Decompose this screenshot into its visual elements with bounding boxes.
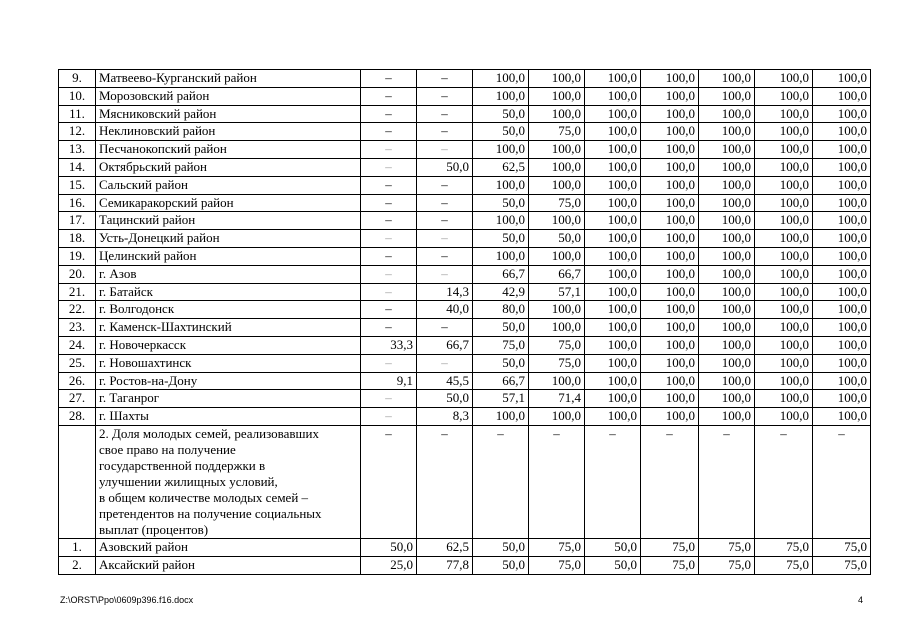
section-description-line: государственной поддержки в [99, 457, 266, 473]
row-number: 16. [59, 194, 96, 212]
municipality-name: Морозовский район [96, 87, 361, 105]
value-cell: 100,0 [813, 301, 871, 319]
value-cell: 100,0 [585, 319, 641, 337]
row-number [59, 425, 96, 538]
value-cell: 57,1 [473, 390, 529, 408]
value-cell: – [417, 105, 473, 123]
value-cell: 100,0 [641, 354, 699, 372]
value-cell: 100,0 [755, 230, 813, 248]
table-row [59, 247, 871, 265]
value-cell: 100,0 [585, 141, 641, 159]
value-cell: – [361, 141, 417, 159]
value-cell: 100,0 [529, 70, 585, 88]
value-cell: 100,0 [529, 87, 585, 105]
value-cell: 100,0 [529, 372, 585, 390]
section-description [96, 425, 361, 538]
value-cell: 75,0 [529, 538, 585, 556]
value-cell: 50,0 [417, 390, 473, 408]
value-cell: – [699, 425, 755, 538]
value-cell: 75,0 [641, 538, 699, 556]
value-cell: 100,0 [755, 87, 813, 105]
value-cell: – [417, 141, 473, 159]
value-cell: 100,0 [699, 283, 755, 301]
value-cell: 100,0 [813, 230, 871, 248]
value-cell: 100,0 [755, 354, 813, 372]
municipality-name: г. Таганрог [96, 390, 361, 408]
value-cell: 100,0 [755, 141, 813, 159]
value-cell: 100,0 [585, 390, 641, 408]
municipality-name: Песчанокопский район [96, 141, 361, 159]
value-cell: 100,0 [529, 408, 585, 426]
value-cell: 100,0 [699, 158, 755, 176]
section-description-line: улучшении жилищных условий, [99, 473, 278, 489]
table-row [59, 301, 871, 319]
table-row [59, 158, 871, 176]
municipality-name: г. Азов [96, 265, 361, 283]
row-number: 13. [59, 141, 96, 159]
municipality-name: Матвеево-Курганский район [96, 70, 361, 88]
value-cell: 100,0 [755, 408, 813, 426]
section-description-line: 2. Доля молодых семей, реализовавших [99, 425, 319, 441]
table-row [59, 283, 871, 301]
value-cell: 100,0 [641, 336, 699, 354]
municipality-name: Семикаракорский район [96, 194, 361, 212]
value-cell: 66,7 [417, 336, 473, 354]
value-cell: 100,0 [813, 158, 871, 176]
value-cell: 100,0 [699, 247, 755, 265]
value-cell: 100,0 [641, 141, 699, 159]
row-number: 22. [59, 301, 96, 319]
value-cell: 100,0 [699, 390, 755, 408]
value-cell: 50,0 [585, 538, 641, 556]
municipality-name: г. Волгодонск [96, 301, 361, 319]
value-cell: 75,0 [813, 538, 871, 556]
value-cell: 100,0 [529, 176, 585, 194]
value-cell: 71,4 [529, 390, 585, 408]
value-cell: 100,0 [529, 247, 585, 265]
table-row [59, 70, 871, 88]
value-cell: 100,0 [699, 123, 755, 141]
value-cell: 100,0 [585, 283, 641, 301]
value-cell: 100,0 [473, 212, 529, 230]
value-cell: 75,0 [529, 123, 585, 141]
value-cell: 50,0 [417, 158, 473, 176]
value-cell: 100,0 [473, 408, 529, 426]
row-number: 10. [59, 87, 96, 105]
value-cell: – [361, 212, 417, 230]
table-row [59, 556, 871, 574]
value-cell: 100,0 [755, 194, 813, 212]
value-cell: 100,0 [641, 301, 699, 319]
value-cell: – [417, 70, 473, 88]
value-cell: – [417, 425, 473, 538]
value-cell: – [361, 390, 417, 408]
value-cell: – [361, 265, 417, 283]
value-cell: – [417, 212, 473, 230]
value-cell: – [361, 354, 417, 372]
value-cell: 100,0 [813, 70, 871, 88]
value-cell: 75,0 [473, 336, 529, 354]
row-number: 12. [59, 123, 96, 141]
value-cell: 100,0 [585, 70, 641, 88]
value-cell: 75,0 [755, 556, 813, 574]
municipality-name: Мясниковский район [96, 105, 361, 123]
value-cell: 100,0 [755, 372, 813, 390]
row-number: 25. [59, 354, 96, 372]
municipality-name: Тацинский район [96, 212, 361, 230]
row-number: 1. [59, 538, 96, 556]
value-cell: – [361, 425, 417, 538]
value-cell: 9,1 [361, 372, 417, 390]
value-cell: 100,0 [641, 176, 699, 194]
value-cell: 66,7 [529, 265, 585, 283]
value-cell: 100,0 [755, 105, 813, 123]
value-cell: 100,0 [641, 390, 699, 408]
table-row [59, 319, 871, 337]
municipality-name: Усть-Донецкий район [96, 230, 361, 248]
value-cell: 50,0 [361, 538, 417, 556]
page-number: 4 [858, 595, 864, 605]
table-row [59, 372, 871, 390]
value-cell: 33,3 [361, 336, 417, 354]
value-cell: 100,0 [755, 70, 813, 88]
value-cell: 100,0 [813, 336, 871, 354]
table-row [59, 212, 871, 230]
municipality-name: г. Новошахтинск [96, 354, 361, 372]
value-cell: 75,0 [699, 556, 755, 574]
value-cell: 25,0 [361, 556, 417, 574]
municipality-name: г. Шахты [96, 408, 361, 426]
value-cell: 40,0 [417, 301, 473, 319]
value-cell: 100,0 [529, 319, 585, 337]
value-cell: 80,0 [473, 301, 529, 319]
municipality-name: Октябрьский район [96, 158, 361, 176]
value-cell: 100,0 [755, 158, 813, 176]
row-number: 19. [59, 247, 96, 265]
municipality-name: г. Новочеркасск [96, 336, 361, 354]
value-cell: 100,0 [641, 319, 699, 337]
value-cell: – [361, 247, 417, 265]
row-number: 27. [59, 390, 96, 408]
value-cell: – [417, 247, 473, 265]
value-cell: 100,0 [585, 212, 641, 230]
value-cell: 45,5 [417, 372, 473, 390]
value-cell: 100,0 [585, 354, 641, 372]
value-cell: 100,0 [473, 176, 529, 194]
value-cell: 100,0 [755, 265, 813, 283]
value-cell: 50,0 [585, 556, 641, 574]
value-cell: 66,7 [473, 265, 529, 283]
value-cell: – [361, 408, 417, 426]
value-cell: – [361, 70, 417, 88]
table-row [59, 265, 871, 283]
value-cell: 100,0 [641, 70, 699, 88]
row-number: 26. [59, 372, 96, 390]
value-cell: 100,0 [699, 212, 755, 230]
table-row [59, 354, 871, 372]
value-cell: – [755, 425, 813, 538]
value-cell: 100,0 [699, 408, 755, 426]
section-description-line: свое право на получение [99, 441, 236, 457]
municipality-name: Сальский район [96, 176, 361, 194]
value-cell: – [417, 230, 473, 248]
value-cell: 42,9 [473, 283, 529, 301]
value-cell: 100,0 [813, 319, 871, 337]
section-description-line: выплат (процентов) [99, 521, 209, 537]
value-cell: 100,0 [585, 408, 641, 426]
value-cell: 100,0 [755, 390, 813, 408]
value-cell: 50,0 [473, 105, 529, 123]
row-number: 17. [59, 212, 96, 230]
value-cell: 100,0 [585, 247, 641, 265]
value-cell: – [417, 87, 473, 105]
value-cell: 100,0 [813, 265, 871, 283]
value-cell: 100,0 [699, 105, 755, 123]
value-cell: 100,0 [699, 194, 755, 212]
value-cell: – [417, 194, 473, 212]
row-number: 28. [59, 408, 96, 426]
value-cell: 50,0 [473, 319, 529, 337]
value-cell: 75,0 [529, 354, 585, 372]
value-cell: – [417, 354, 473, 372]
municipality-name: г. Батайск [96, 283, 361, 301]
value-cell: 75,0 [529, 336, 585, 354]
value-cell: 62,5 [473, 158, 529, 176]
value-cell: 100,0 [585, 105, 641, 123]
value-cell: – [361, 176, 417, 194]
row-number: 21. [59, 283, 96, 301]
table-row [59, 194, 871, 212]
value-cell: – [585, 425, 641, 538]
value-cell: 100,0 [529, 212, 585, 230]
value-cell: 100,0 [699, 265, 755, 283]
table-row [59, 123, 871, 141]
value-cell: – [361, 87, 417, 105]
value-cell: 100,0 [529, 301, 585, 319]
value-cell: 100,0 [755, 247, 813, 265]
municipality-name: Целинский район [96, 247, 361, 265]
value-cell: 100,0 [641, 212, 699, 230]
value-cell: 77,8 [417, 556, 473, 574]
section-row [59, 425, 871, 538]
value-cell: 50,0 [473, 538, 529, 556]
municipality-name: Неклиновский район [96, 123, 361, 141]
value-cell: 100,0 [813, 123, 871, 141]
value-cell: 100,0 [473, 141, 529, 159]
value-cell: 100,0 [699, 141, 755, 159]
value-cell: 100,0 [699, 176, 755, 194]
value-cell: 100,0 [641, 158, 699, 176]
value-cell: 100,0 [699, 87, 755, 105]
value-cell: 100,0 [813, 247, 871, 265]
value-cell: 100,0 [641, 265, 699, 283]
value-cell: 100,0 [585, 372, 641, 390]
value-cell: 100,0 [641, 87, 699, 105]
table-row [59, 105, 871, 123]
value-cell: 100,0 [699, 70, 755, 88]
table-row [59, 408, 871, 426]
value-cell: 100,0 [699, 319, 755, 337]
value-cell: 100,0 [529, 158, 585, 176]
table-row [59, 538, 871, 556]
value-cell: 75,0 [699, 538, 755, 556]
value-cell: 66,7 [473, 372, 529, 390]
value-cell: 50,0 [529, 230, 585, 248]
value-cell: – [813, 425, 871, 538]
table-row [59, 230, 871, 248]
value-cell: 100,0 [755, 283, 813, 301]
value-cell: 100,0 [641, 247, 699, 265]
municipality-name: г. Каменск-Шахтинский [96, 319, 361, 337]
value-cell: 100,0 [699, 301, 755, 319]
value-cell: 100,0 [585, 301, 641, 319]
value-cell: 100,0 [585, 265, 641, 283]
section-description-line: в общем количестве молодых семей – [99, 489, 309, 505]
value-cell: 50,0 [473, 123, 529, 141]
value-cell: 100,0 [755, 336, 813, 354]
value-cell: 100,0 [813, 212, 871, 230]
table-row [59, 87, 871, 105]
row-number: 9. [59, 70, 96, 88]
value-cell: 100,0 [699, 230, 755, 248]
value-cell: 100,0 [813, 194, 871, 212]
value-cell: 100,0 [641, 230, 699, 248]
value-cell: 100,0 [529, 141, 585, 159]
value-cell: 100,0 [585, 194, 641, 212]
value-cell: 100,0 [641, 283, 699, 301]
value-cell: 100,0 [641, 105, 699, 123]
value-cell: 50,0 [473, 194, 529, 212]
value-cell: 50,0 [473, 556, 529, 574]
value-cell: 50,0 [473, 354, 529, 372]
value-cell: 100,0 [641, 123, 699, 141]
value-cell: 100,0 [585, 230, 641, 248]
table-row [59, 141, 871, 159]
row-number: 18. [59, 230, 96, 248]
value-cell: – [361, 319, 417, 337]
value-cell: 100,0 [813, 87, 871, 105]
value-cell: – [361, 194, 417, 212]
value-cell: 100,0 [813, 105, 871, 123]
value-cell: 100,0 [473, 70, 529, 88]
value-cell: 100,0 [641, 194, 699, 212]
value-cell: 100,0 [585, 123, 641, 141]
value-cell: 100,0 [813, 372, 871, 390]
table-row [59, 336, 871, 354]
value-cell: 75,0 [813, 556, 871, 574]
row-number: 14. [59, 158, 96, 176]
row-number: 11. [59, 105, 96, 123]
value-cell: – [417, 123, 473, 141]
row-number: 24. [59, 336, 96, 354]
value-cell: 100,0 [813, 354, 871, 372]
value-cell: 8,3 [417, 408, 473, 426]
value-cell: 100,0 [813, 283, 871, 301]
value-cell: 100,0 [641, 372, 699, 390]
value-cell: – [361, 123, 417, 141]
value-cell: 100,0 [641, 408, 699, 426]
file-path-footer: Z:\ORST\Ppo\0609p396.f16.docx [60, 595, 194, 605]
value-cell: – [417, 265, 473, 283]
value-cell: 100,0 [755, 212, 813, 230]
value-cell: – [417, 176, 473, 194]
value-cell: – [529, 425, 585, 538]
value-cell: – [361, 301, 417, 319]
value-cell: 100,0 [585, 158, 641, 176]
value-cell: 50,0 [473, 230, 529, 248]
value-cell: – [361, 105, 417, 123]
municipality-name: Аксайский район [96, 556, 361, 574]
value-cell: 100,0 [813, 176, 871, 194]
value-cell: 75,0 [529, 556, 585, 574]
value-cell: 100,0 [755, 319, 813, 337]
table-row [59, 390, 871, 408]
data-table [58, 69, 871, 575]
row-number: 23. [59, 319, 96, 337]
value-cell: – [361, 230, 417, 248]
value-cell: 100,0 [699, 336, 755, 354]
value-cell: 100,0 [755, 301, 813, 319]
row-number: 2. [59, 556, 96, 574]
value-cell: 100,0 [813, 141, 871, 159]
value-cell: 100,0 [585, 87, 641, 105]
municipality-name: Азовский район [96, 538, 361, 556]
value-cell: – [641, 425, 699, 538]
value-cell: – [473, 425, 529, 538]
value-cell: 100,0 [755, 176, 813, 194]
value-cell: 100,0 [699, 354, 755, 372]
value-cell: 75,0 [529, 194, 585, 212]
value-cell: 100,0 [755, 123, 813, 141]
value-cell: 100,0 [473, 247, 529, 265]
value-cell: 100,0 [585, 336, 641, 354]
value-cell: 62,5 [417, 538, 473, 556]
value-cell: 75,0 [755, 538, 813, 556]
table-body [59, 70, 871, 575]
row-number: 15. [59, 176, 96, 194]
value-cell: 100,0 [529, 105, 585, 123]
value-cell: – [417, 319, 473, 337]
value-cell: 100,0 [699, 372, 755, 390]
section-description-line: претендентов на получение социальных [99, 505, 322, 521]
value-cell: – [361, 283, 417, 301]
value-cell: 100,0 [813, 408, 871, 426]
value-cell: 14,3 [417, 283, 473, 301]
table-row [59, 176, 871, 194]
value-cell: 100,0 [473, 87, 529, 105]
value-cell: 75,0 [641, 556, 699, 574]
row-number: 20. [59, 265, 96, 283]
value-cell: 100,0 [813, 390, 871, 408]
value-cell: 57,1 [529, 283, 585, 301]
municipality-name: г. Ростов-на-Дону [96, 372, 361, 390]
value-cell: – [361, 158, 417, 176]
value-cell: 100,0 [585, 176, 641, 194]
